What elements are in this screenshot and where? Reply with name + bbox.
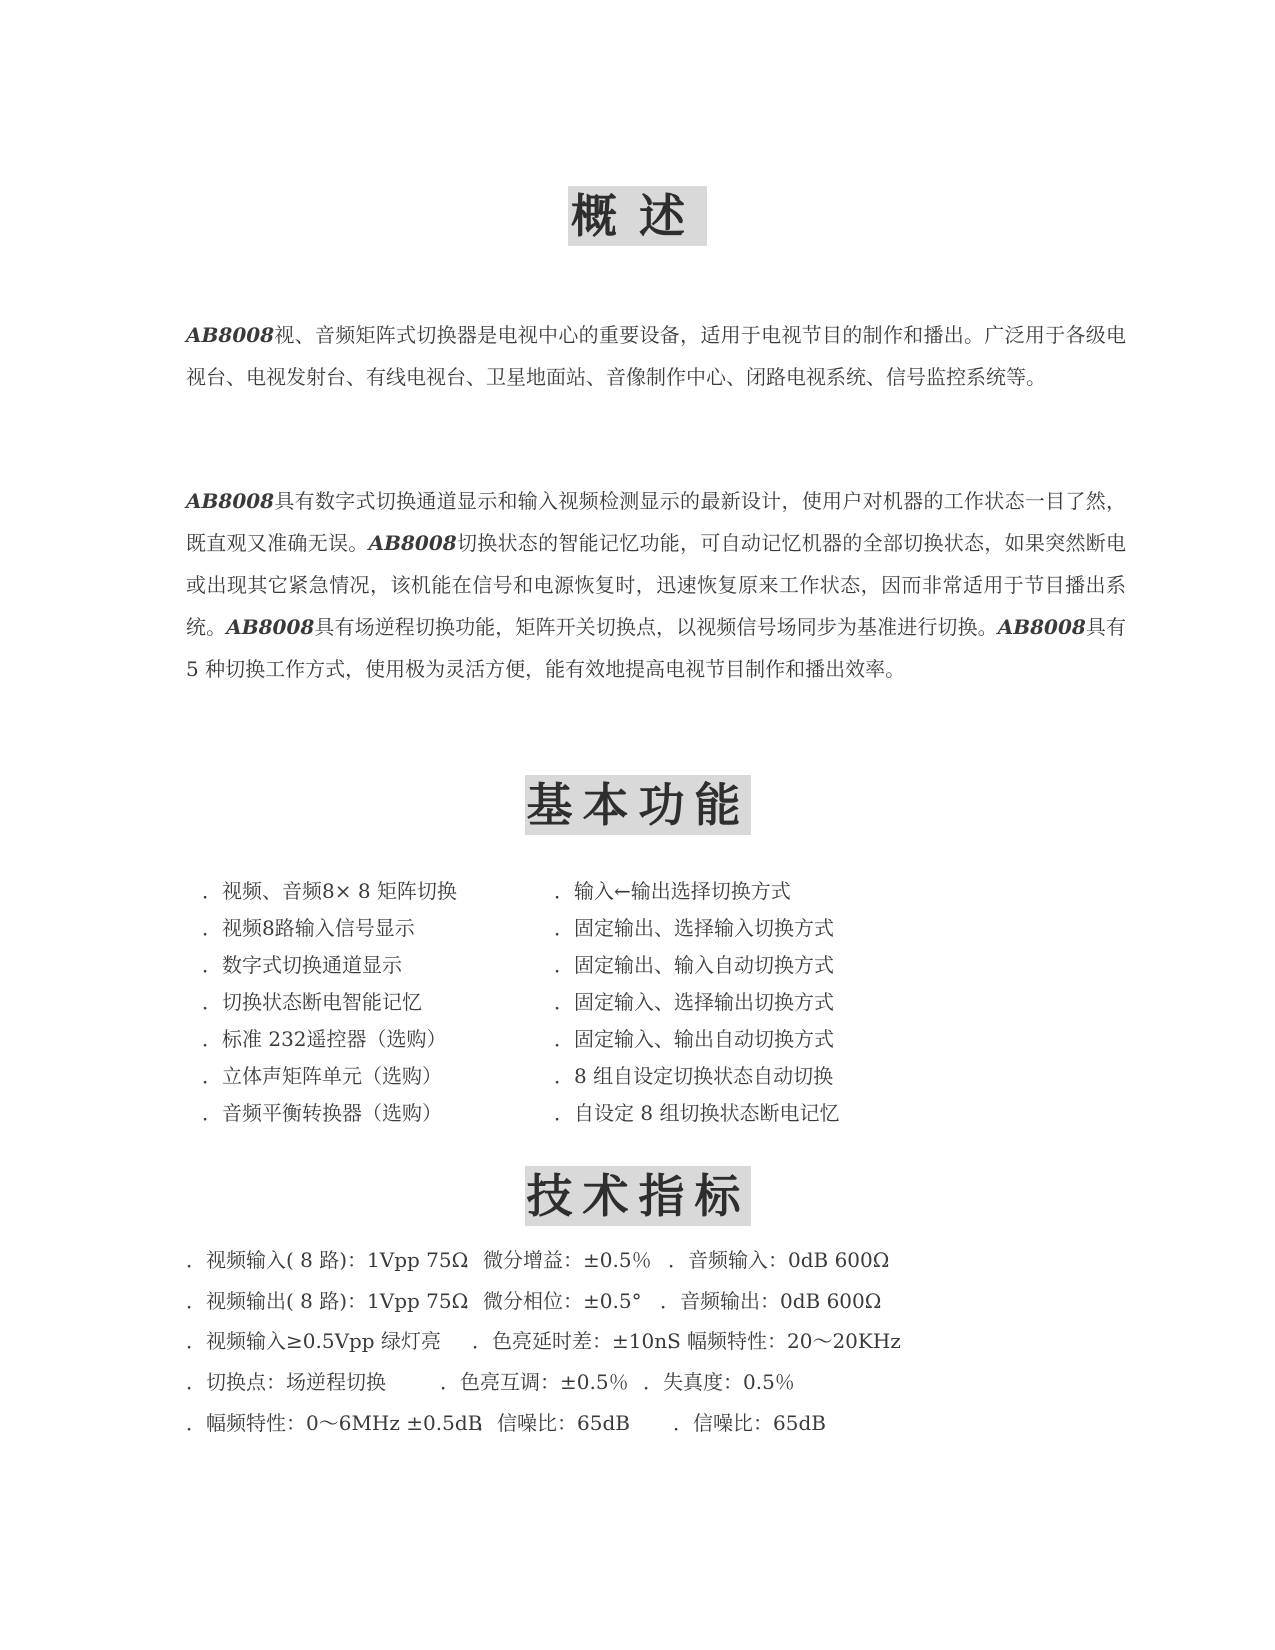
- spec-row: [186, 1320, 1086, 1362]
- paragraph-text: 具有 5 种切换工作方式，使用极为灵活方便，能有效地提高电视节目制作和播出效率。: [186, 615, 1127, 681]
- functions-heading-text: 基本功能: [525, 775, 751, 835]
- spec-item: ．信噪比：65dB: [477, 1411, 630, 1435]
- function-item: ．自设定 8 组切换状态断电记忆: [554, 1101, 840, 1125]
- function-item: ．数字式切换通道显示: [202, 953, 402, 977]
- function-item: ．固定输入、输出自动切换方式: [554, 1027, 834, 1051]
- overview-heading: [0, 186, 1275, 246]
- function-item: ．固定输出、输入自动切换方式: [554, 953, 834, 977]
- function-item: ．标准 232遥控器（选购）: [202, 1027, 447, 1051]
- paragraph-text: 具有场逆程切换功能，矩阵开关切换点，以视频信号场同步为基准进行切换。: [314, 615, 998, 639]
- function-item: ．8 组自设定切换状态自动切换: [554, 1064, 834, 1088]
- overview-paragraph-1: [186, 314, 1126, 398]
- spec-item: ．微分相位：±0.5°: [463, 1289, 642, 1313]
- model-name: AB8008: [186, 489, 275, 513]
- spec-item: ．失真度：0.5％: [643, 1370, 795, 1394]
- spec-item: ．视频输入( 8 路)：1Vpp 75Ω: [186, 1248, 469, 1272]
- functions-list-right: [554, 873, 839, 1132]
- spec-row: [186, 1361, 1086, 1403]
- functions-heading: [0, 775, 1275, 835]
- spec-item: ．微分增益：±0.5％: [463, 1248, 652, 1272]
- specs-heading: [0, 1166, 1275, 1226]
- paragraph-text: 切换状态的智能记忆功能，可自动记忆机器的全部切换状态，如果突然断电或出现其它紧急情况，该机能在信号和电源恢复时，迅速恢复原来工作状态，因而非常适用于节目播出系统。: [186, 531, 1127, 639]
- spec-item: ．视频输入≥0.5Vpp 绿灯亮: [186, 1329, 441, 1353]
- paragraph-text: 具有数字式切换通道显示和输入视频检测显示的最新设计，使用户对机器的工作状态一目了然，既直观又准确无误。: [186, 489, 1126, 555]
- functions-list-left: [202, 873, 457, 1132]
- spec-item: ．幅频特性：20～20KHz: [667, 1329, 901, 1353]
- function-item: ．视频、音频8× 8 矩阵切换: [202, 879, 457, 903]
- spec-row: [186, 1402, 1086, 1444]
- spec-item: ．色亮延时差：±10nS: [472, 1329, 681, 1353]
- function-item: ．切换状态断电智能记忆: [202, 990, 422, 1014]
- spec-item: ．信噪比：65dB: [673, 1411, 826, 1435]
- spec-item: ．音频输入：0dB 600Ω: [668, 1248, 890, 1272]
- function-item: ．固定输出、选择输入切换方式: [554, 916, 834, 940]
- overview-heading-text: 概述: [568, 186, 707, 246]
- function-item: ．固定输入、选择输出切换方式: [554, 990, 834, 1014]
- function-item: ．立体声矩阵单元（选购）: [202, 1064, 442, 1088]
- spec-item: ．幅频特性：0～6MHz ±0.5dB: [186, 1411, 483, 1435]
- spec-item: ．视频输出( 8 路)：1Vpp 75Ω: [186, 1289, 469, 1313]
- model-name: AB8008: [368, 531, 457, 555]
- paragraph-text: 视、音频矩阵式切换器是电视中心的重要设备，适用于电视节目的制作和播出。广泛用于各级电视台、电视发射台、有线电视台、卫星地面站、音像制作中心、闭路电视系统、信号监控系统等。: [186, 323, 1126, 389]
- spec-row: [186, 1280, 1086, 1322]
- spec-item: ．切换点：场逆程切换: [186, 1370, 386, 1394]
- specs-heading-text: 技术指标: [525, 1166, 751, 1226]
- spec-item: ．色亮互调：±0.5％: [440, 1370, 629, 1394]
- spec-row: [186, 1239, 1086, 1281]
- overview-paragraph-2: [186, 480, 1126, 690]
- model-name: AB8008: [226, 615, 315, 639]
- function-item: ．音频平衡转换器（选购）: [202, 1101, 442, 1125]
- model-name: AB8008: [186, 323, 275, 347]
- function-item: ．输入←输出选择切换方式: [554, 879, 791, 903]
- model-name: AB8008: [997, 615, 1086, 639]
- spec-item: ．音频输出：0dB 600Ω: [660, 1289, 882, 1313]
- function-item: ．视频8路输入信号显示: [202, 916, 415, 940]
